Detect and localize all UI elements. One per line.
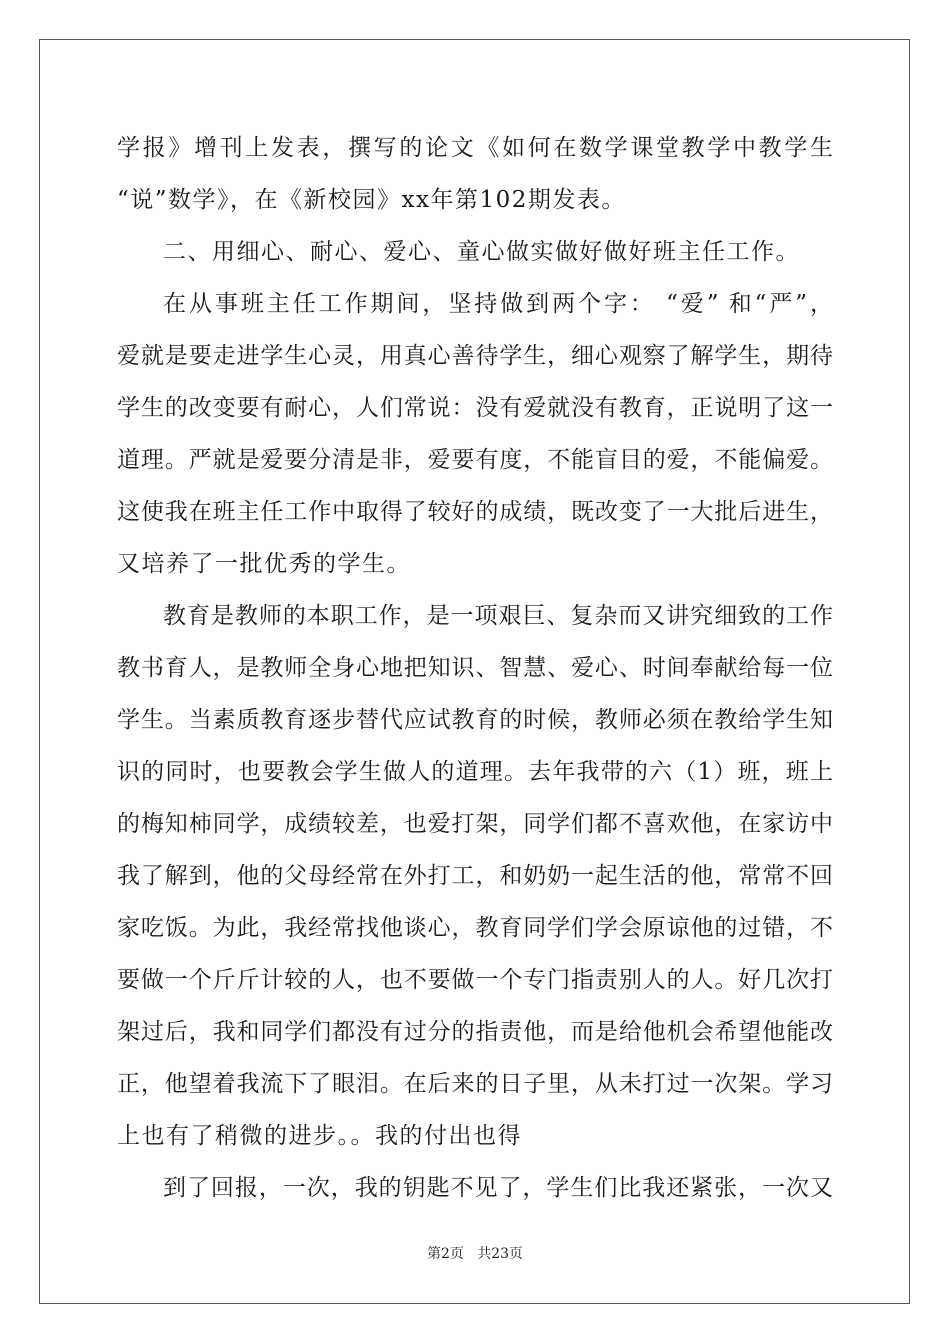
text-line: 家吃饭。为此，我经常找他谈心，教育同学们学会原谅他的过错，不	[117, 915, 833, 941]
text-line: 识的同时，也要教会学生做人的道理。去年我带的六（1）班，班上	[117, 759, 833, 785]
text-line: 这使我在班主任工作中取得了较好的成绩，既改变了一大批后进生，	[117, 499, 833, 525]
text-line: 架过后，我和同学们都没有过分的指责他，而是给他机会希望他能改	[117, 1019, 833, 1045]
text-line: 我了解到，他的父母经常在外打工，和奶奶一起生活的他，常常不回	[117, 863, 833, 889]
text-line: 在从事班主任工作期间，坚持做到两个字： “爱” 和“严”，	[163, 291, 833, 317]
text-line: “说”数学》，在《新校园》xx年第102期发表。	[117, 187, 626, 213]
text-line: 到了回报，一次，我的钥匙不见了，学生们比我还紧张，一次又	[163, 1175, 833, 1201]
text-line: 爱就是要走进学生心灵，用真心善待学生，细心观察了解学生，期待	[117, 343, 833, 369]
text-line: 学生。当素质教育逐步替代应试教育的时候，教师必须在教给学生知	[117, 707, 833, 733]
text-line: 要做一个斤斤计较的人，也不要做一个专门指责别人的人。好几次打	[117, 967, 833, 993]
text-line: 学生的改变要有耐心，人们常说：没有爱就没有教育，正说明了这一	[117, 395, 833, 421]
text-line: 教书育人，是教师全身心地把知识、智慧、爱心、时间奉献给每一位	[117, 655, 833, 681]
text-line: 学报》增刊上发表，撰写的论文《如何在数学课堂教学中教学生	[117, 135, 833, 161]
text-line: 道理。严就是爱要分清是非，爱要有度，不能盲目的爱，不能偏爱。	[117, 447, 833, 473]
text-line: 上也有了稍微的进步。。我的付出也得	[117, 1123, 522, 1149]
text-line: 又培养了一批优秀的学生。	[117, 551, 411, 577]
text-line: 正，他望着我流下了眼泪。在后来的日子里，从未打过一次架。学习	[117, 1071, 833, 1097]
page-number: 第2页 共23页	[426, 1246, 524, 1262]
text-line: 的梅知柿同学，成绩较差，也爱打架，同学们都不喜欢他，在家访中	[117, 811, 833, 837]
text-line: 二、用细心、耐心、爱心、童心做实做好做好班主任工作。	[163, 239, 800, 265]
text-line: 教育是教师的本职工作，是一项艰巨、复杂而又讲究细致的工作	[163, 603, 833, 629]
